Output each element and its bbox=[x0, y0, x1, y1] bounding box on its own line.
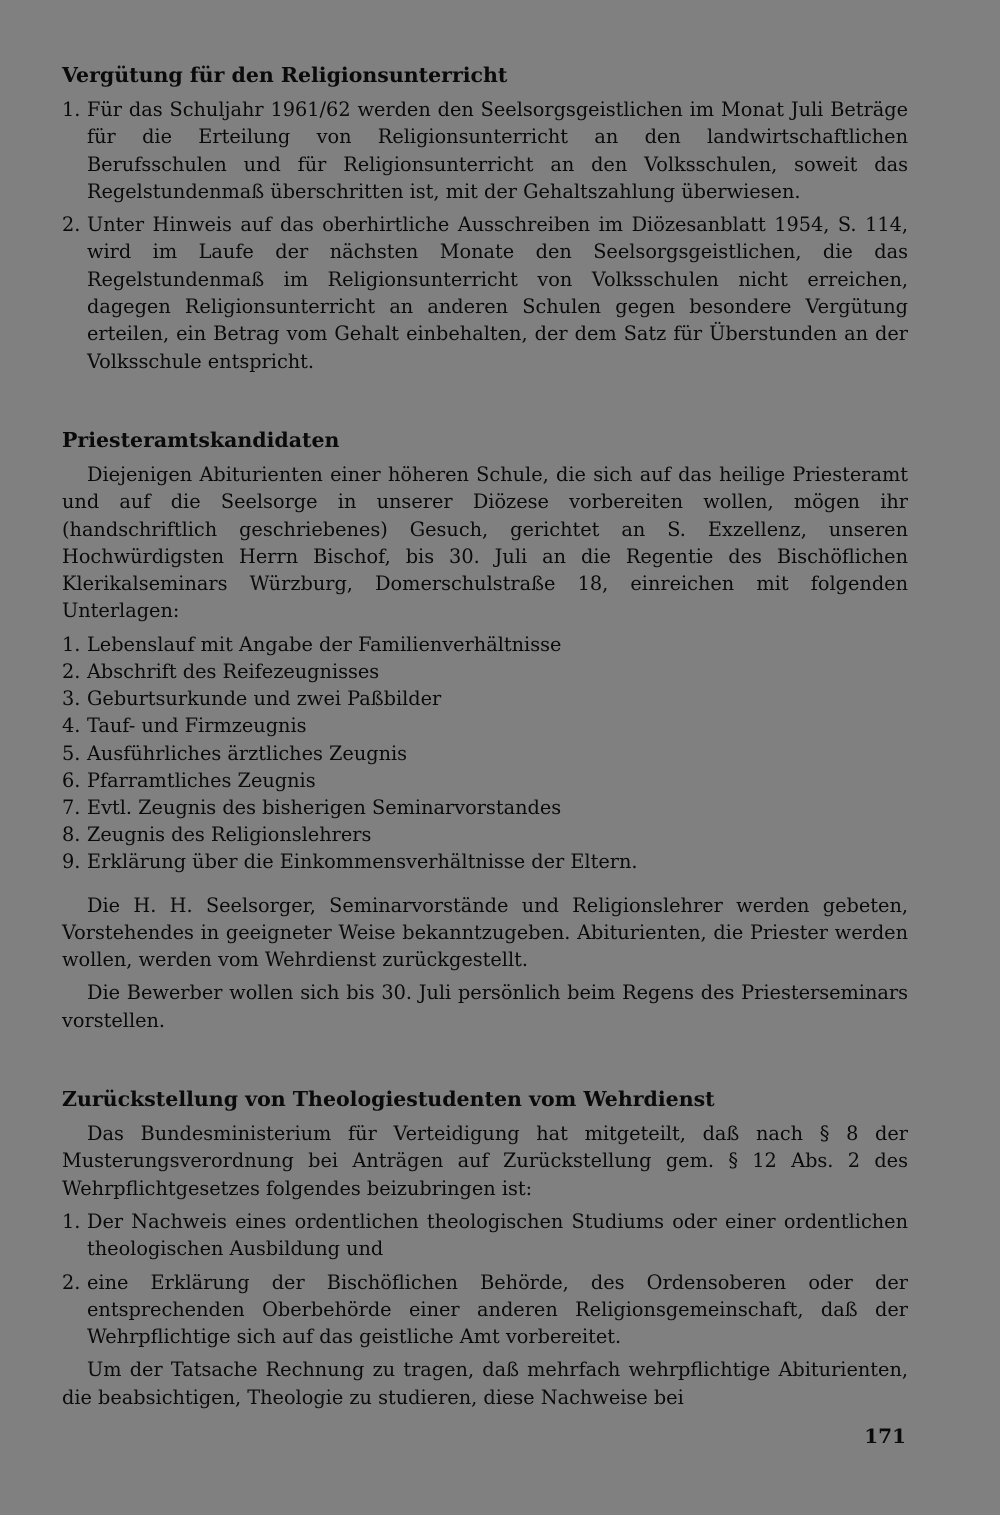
list-item bbox=[62, 1208, 908, 1263]
item-number: 4. bbox=[62, 714, 81, 738]
section-heading: Vergütung für den Religionsunterricht bbox=[62, 63, 508, 87]
item-text: Zeugnis des Religionslehrers bbox=[87, 823, 372, 847]
document-list bbox=[62, 631, 908, 876]
list-item bbox=[62, 1269, 908, 1351]
paragraph: Die Bewerber wollen sich bis 30. Juli persönlich beim Regens des Priesterseminars vorstellen. bbox=[62, 981, 908, 1032]
numbered-list bbox=[62, 1208, 908, 1350]
item-text: Lebenslauf mit Angabe der Familienverhältnisse bbox=[87, 632, 562, 656]
paragraph: Das Bundesministerium für Verteidigung hat mitgeteilt, daß nach § 8 der Musterungsverordnung bei Anträgen auf Zurückstellung gem. § 12 Abs. 2 des Wehrpflichtgesetzes folgendes beizubringen ist: bbox=[62, 1122, 908, 1200]
item-number: 2. bbox=[62, 213, 81, 237]
item-number: 2. bbox=[62, 659, 81, 683]
paragraph: Die H. H. Seelsorger, Seminarvorstände und Religionslehrer werden gebeten, Vorstehendes in geeigneter Weise bekanntzugeben. Abiturienten, die Priester werden wollen, werden vom Wehrdienst zurückgestellt. bbox=[62, 893, 908, 972]
item-text: Pfarramtliches Zeugnis bbox=[87, 768, 316, 792]
item-number: 9. bbox=[62, 850, 81, 874]
numbered-list bbox=[62, 96, 908, 375]
section-priesteramtskandidaten bbox=[62, 427, 908, 1034]
item-number: 7. bbox=[62, 795, 81, 819]
item-text: Erklärung über die Einkommensverhältnisse der Eltern. bbox=[87, 850, 638, 874]
page-number: 171 bbox=[864, 1424, 906, 1448]
item-text: Tauf- und Firmzeugnis bbox=[87, 714, 307, 738]
list-item bbox=[62, 767, 908, 794]
item-number: 1. bbox=[62, 632, 81, 656]
section-zurueckstellung bbox=[62, 1086, 908, 1411]
list-item bbox=[62, 631, 908, 658]
list-item bbox=[62, 712, 908, 739]
item-text: Der Nachweis eines ordentlichen theologischen Studiums oder einer ordentlichen theologischen Ausbildung und bbox=[87, 1209, 908, 1261]
item-text: Evtl. Zeugnis des bisherigen Seminarvorstandes bbox=[87, 795, 562, 819]
item-number: 1. bbox=[62, 98, 81, 121]
list-item bbox=[62, 848, 908, 875]
item-text: eine Erklärung der Bischöflichen Behörde, des Ordensoberen oder der entsprechenden Oberbehörde einer anderen Religionsgemeinschaft, daß der Wehrpflichtige sich auf das geistliche Amt vorbereitet. bbox=[87, 1270, 908, 1349]
item-number: 5. bbox=[62, 741, 81, 765]
item-text: Geburtsurkunde und zwei Paßbilder bbox=[87, 687, 442, 711]
item-text: Für das Schuljahr 1961/62 werden den Seelsorgsgeistlichen im Monat Juli Beträge für die Erteilung von Religionsunterricht an den landwirtschaftlichen Berufsschulen und für Religionsunterricht an den Volksschulen, soweit das Regelstundenmaß überschritten ist, mit der Gehaltszahlung überwiesen. bbox=[87, 98, 908, 203]
paragraph: Um der Tatsache Rechnung zu tragen, daß mehrfach wehrpflichtige Abiturienten, die beabsichtigen, Theologie zu studieren, diese Nachweise bei bbox=[62, 1358, 908, 1409]
item-text: Ausführliches ärztliches Zeugnis bbox=[87, 741, 408, 765]
list-item bbox=[62, 740, 908, 767]
list-item bbox=[62, 96, 908, 205]
list-item bbox=[62, 821, 908, 848]
item-text: Unter Hinweis auf das oberhirtliche Ausschreiben im Diözesanblatt 1954, S. 114, wird im Laufe der nächsten Monate den Seelsorgsgeistlichen, die das Regelstundenmaß im Religionsunterricht von Volksschulen nicht erreichen, dagegen Religionsunterricht an anderen Schulen gegen besondere Vergütung erteilen, ein Betrag vom Gehalt einbehalten, der dem Satz für Überstunden an der Volksschule entspricht. bbox=[87, 213, 908, 373]
section-heading: Zurückstellung von Theologiestudenten vom Wehrdienst bbox=[62, 1087, 715, 1112]
paragraph: Diejenigen Abiturienten einer höheren Schule, die sich auf das heilige Priesteramt und auf die Seelsorge in unserer Diözese vorbereiten wollen, mögen ihr (handschriftlich geschriebenes) Gesuch, gerichtet an S. Exzellenz, unseren Hochwürdigsten Herrn Bischof, bis 30. Juli an die Regentie des Bischöflichen Klerikalseminars Würzburg, Domerschulstraße 18, einreichen mit folgenden Unterlagen: bbox=[62, 462, 908, 623]
list-item bbox=[62, 794, 908, 821]
list-item bbox=[62, 211, 908, 375]
item-number: 6. bbox=[62, 768, 81, 792]
item-number: 8. bbox=[62, 823, 81, 847]
item-number: 2. bbox=[62, 1270, 81, 1294]
item-text: Abschrift des Reifezeugnisses bbox=[87, 659, 380, 683]
list-item bbox=[62, 658, 908, 685]
list-item bbox=[62, 685, 908, 712]
item-number: 1. bbox=[62, 1209, 81, 1233]
section-religionsunterricht bbox=[62, 62, 908, 375]
section-heading: Priesteramtskandidaten bbox=[62, 427, 340, 452]
item-number: 3. bbox=[62, 687, 81, 711]
